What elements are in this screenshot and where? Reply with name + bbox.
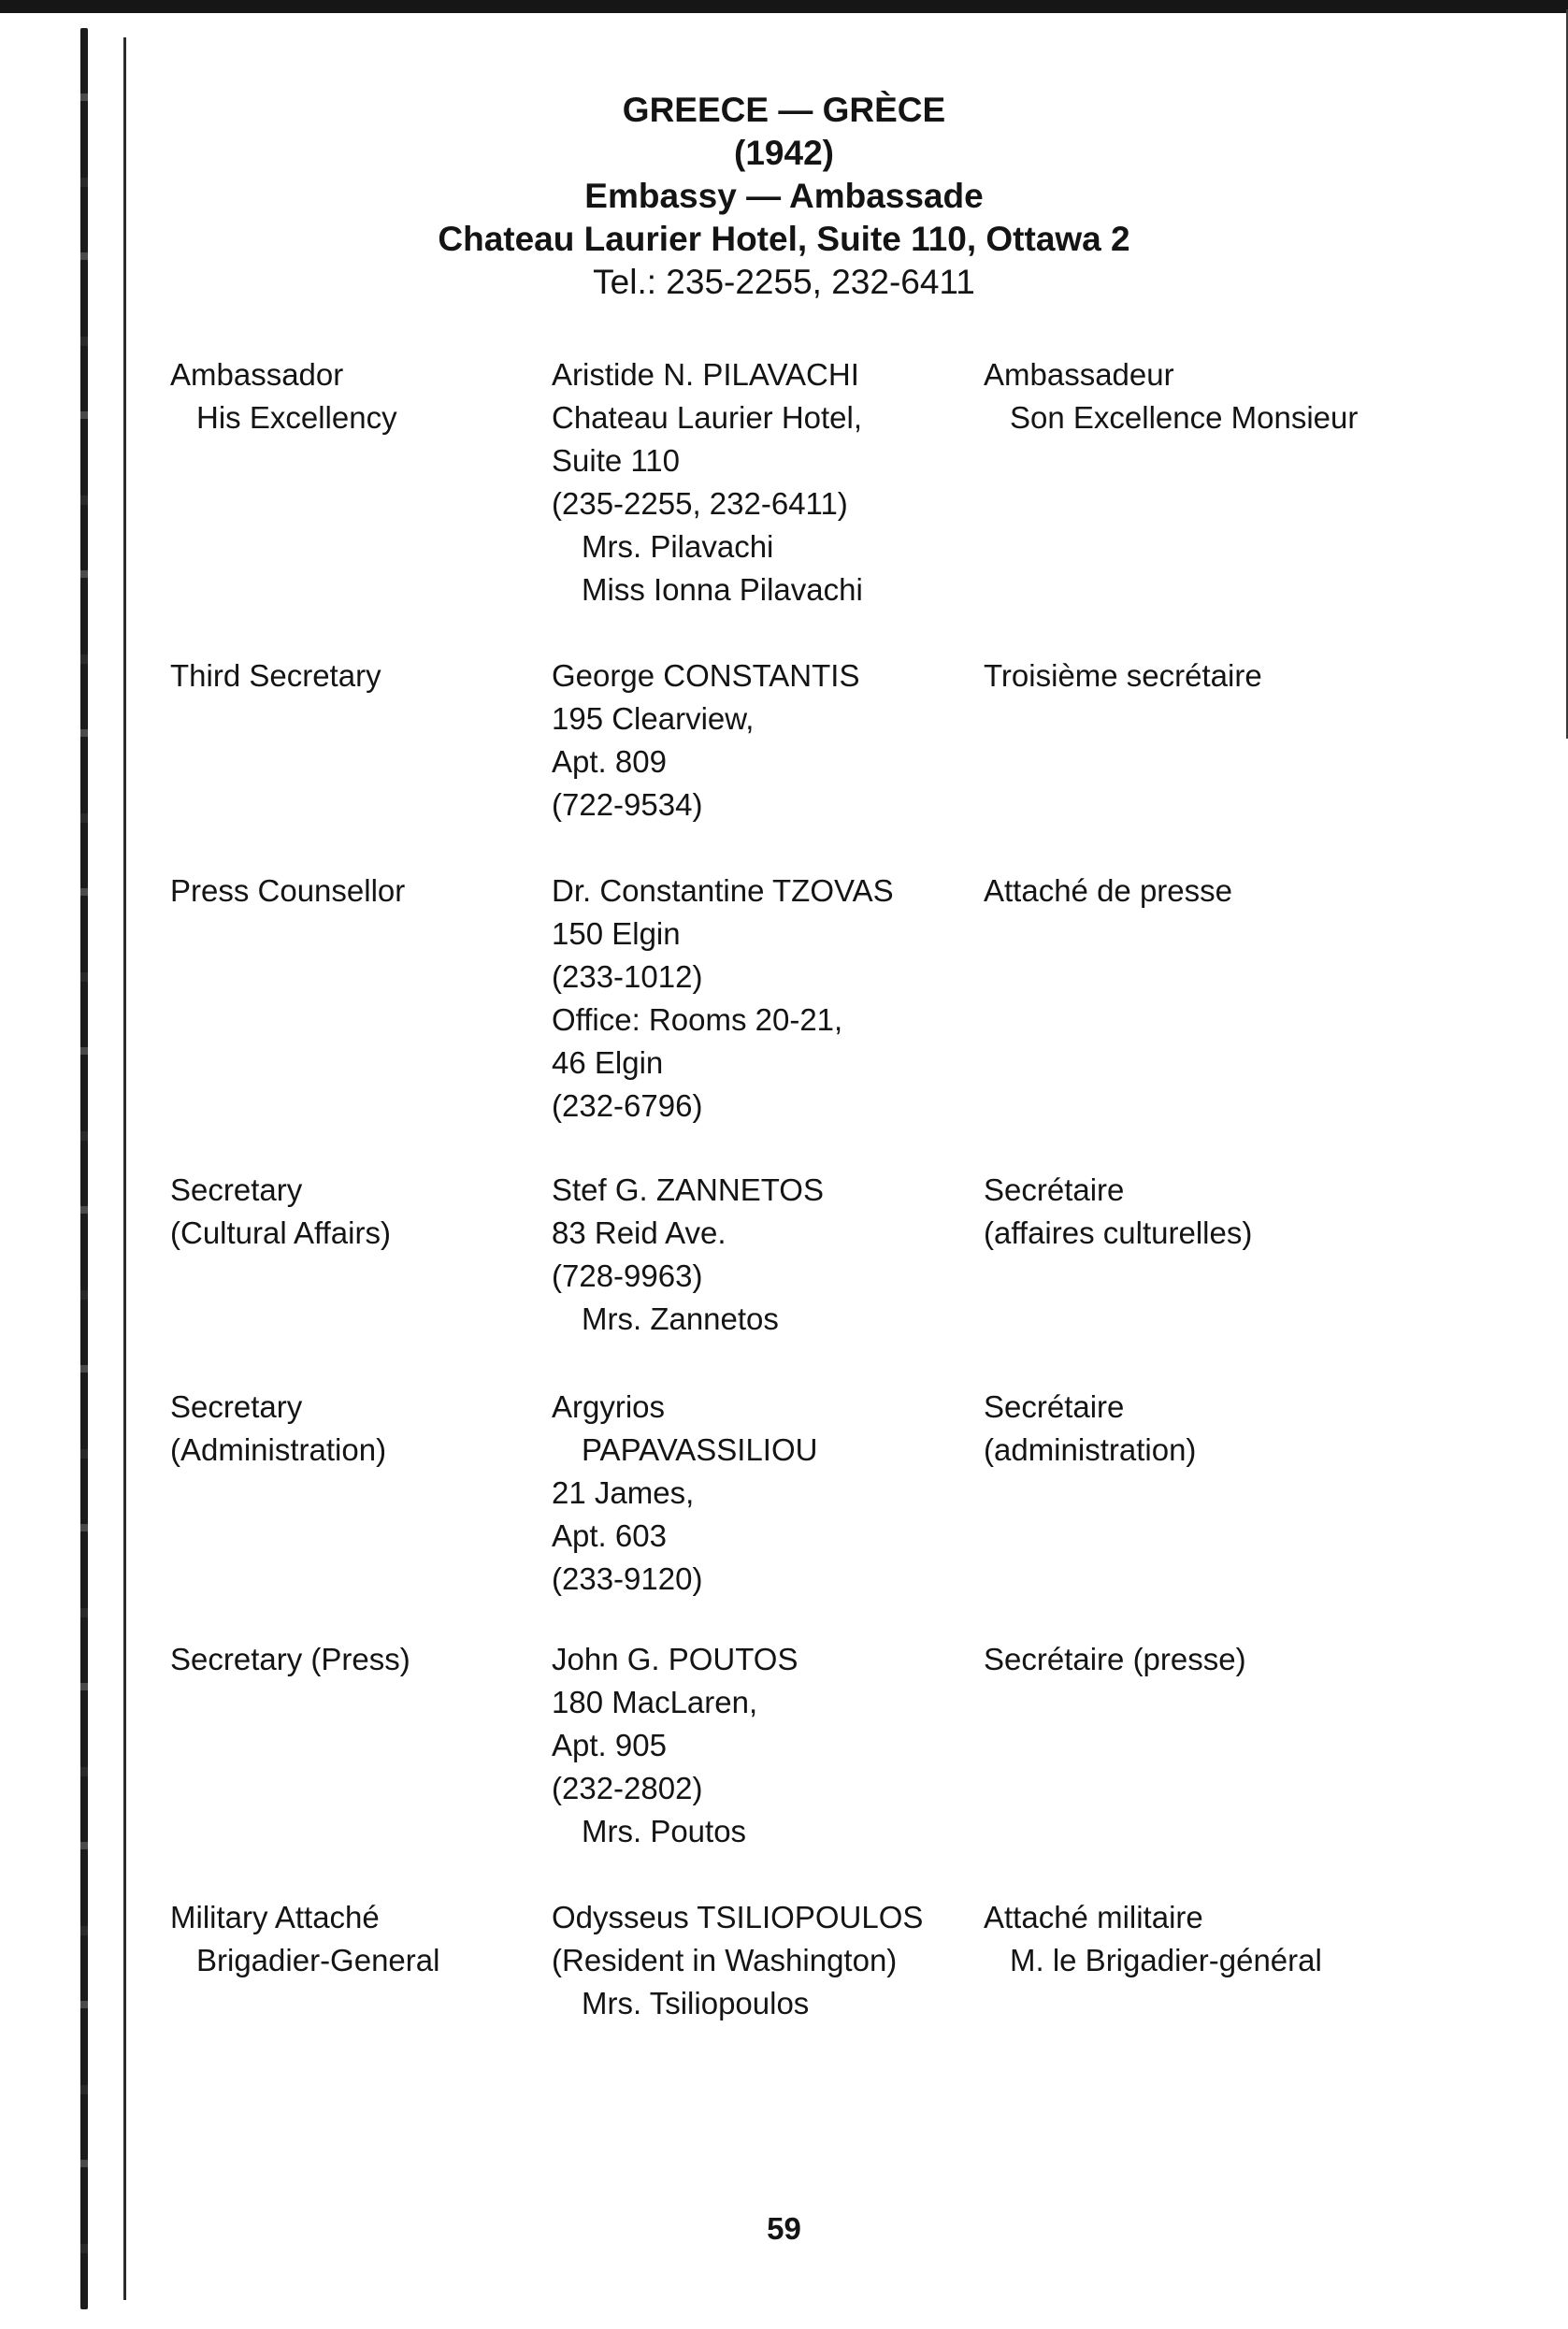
title-french-line: Attaché militaire [984,1900,1203,1934]
staff-surname: PAPAVASSILIOU [582,1432,818,1467]
title-english-line: Ambassador [170,357,344,392]
staff-address: 150 Elgin [552,916,681,951]
title-french [984,353,1507,439]
embassy-address: Chateau Laurier Hotel, Suite 110, Ottawa 2 [438,220,1130,258]
staff-phone: (235-2255, 232-6411) [552,486,848,521]
staff-spouse: Mrs. Zannetos [582,1301,779,1336]
staff-name: Stef G. ZANNETOS [552,1172,824,1207]
staff-name: Argyrios [552,1389,666,1424]
embassy-header [0,89,1568,304]
title-english-line: Military Attaché [170,1900,380,1934]
staff-phone: (728-9963) [552,1258,703,1293]
title-english [170,1896,544,1982]
title-english [170,1638,544,1681]
country-title: GREECE — GRÈCE [622,91,946,129]
staff-phone: (232-2802) [552,1771,703,1805]
title-english-line: His Excellency [196,400,397,435]
title-english [170,353,544,439]
staff-details [552,1638,982,1853]
staff-name: Dr. Constantine TZOVAS [552,873,894,908]
staff-address: Suite 110 [552,443,680,478]
title-english-line: (Cultural Affairs) [170,1215,391,1250]
title-french [984,1386,1507,1472]
staff-name: Aristide N. PILAVACHI [552,357,859,392]
staff-address: Apt. 603 [552,1518,667,1553]
book-binding-edge [80,28,88,2309]
staff-office: Office: Rooms 20-21, [552,1002,843,1037]
title-english [170,654,544,697]
title-english-line: Brigadier-General [196,1943,440,1977]
embassy-telephone: Tel.: 235-2255, 232-6411 [593,263,975,301]
staff-phone: (233-9120) [552,1561,703,1596]
staff-office-address: 46 Elgin [552,1045,664,1080]
title-french-line: M. le Brigadier-général [1010,1943,1322,1977]
title-english [170,1386,544,1472]
staff-details [552,654,982,827]
embassy-label: Embassy — Ambassade [584,177,984,215]
staff-details [552,1169,982,1341]
staff-address: 180 MacLaren, [552,1685,758,1719]
staff-name: Odysseus TSILIOPOULOS [552,1900,924,1934]
title-french-line: Attaché de presse [984,873,1232,908]
staff-address: Apt. 905 [552,1728,667,1762]
title-english-line: Press Counsellor [170,873,406,908]
title-french [984,1896,1507,1982]
scan-top-edge [0,0,1568,13]
staff-spouse: Mrs. Poutos [582,1814,747,1848]
staff-details [552,353,982,611]
staff-details [552,1386,982,1601]
staff-phone: (233-1012) [552,959,703,994]
title-french [984,1169,1507,1255]
establishment-year: (1942) [734,134,834,172]
title-english [170,870,544,913]
staff-office-phone: (232-6796) [552,1088,703,1123]
title-french-line: Son Excellence Monsieur [1010,400,1359,435]
staff-name: John G. POUTOS [552,1642,798,1676]
title-french-line: (affaires culturelles) [984,1215,1253,1250]
staff-address: 21 James, [552,1475,695,1510]
staff-spouse: Mrs. Tsiliopoulos [582,1986,810,2020]
staff-phone: (722-9534) [552,787,703,822]
title-french [984,1638,1507,1681]
staff-name: George CONSTANTIS [552,658,860,693]
staff-details [552,1896,982,2025]
staff-address: 83 Reid Ave. [552,1215,726,1250]
title-french-line: Secrétaire (presse) [984,1642,1246,1676]
page-gutter-line [123,37,126,2300]
title-french-line: Troisième secrétaire [984,658,1262,693]
title-french-line: Secrétaire [984,1389,1125,1424]
title-french-line: Ambassadeur [984,357,1174,392]
title-french [984,654,1507,697]
staff-address: Chateau Laurier Hotel, [552,400,863,435]
page-number: 59 [767,2211,801,2246]
staff-address: 195 Clearview, [552,701,755,736]
title-english-line: (Administration) [170,1432,387,1467]
staff-address: Apt. 809 [552,744,667,779]
staff-residence-note: (Resident in Washington) [552,1943,898,1977]
title-english-line: Secretary [170,1389,303,1424]
staff-details [552,870,982,1128]
title-english-line: Secretary (Press) [170,1642,410,1676]
title-english-line: Secretary [170,1172,303,1207]
title-french-line: Secrétaire [984,1172,1125,1207]
staff-family-member: Miss Ionna Pilavachi [582,572,863,607]
staff-spouse: Mrs. Pilavachi [582,529,774,564]
title-english [170,1169,544,1255]
title-french [984,870,1507,913]
title-french-line: (administration) [984,1432,1197,1467]
title-english-line: Third Secretary [170,658,381,693]
